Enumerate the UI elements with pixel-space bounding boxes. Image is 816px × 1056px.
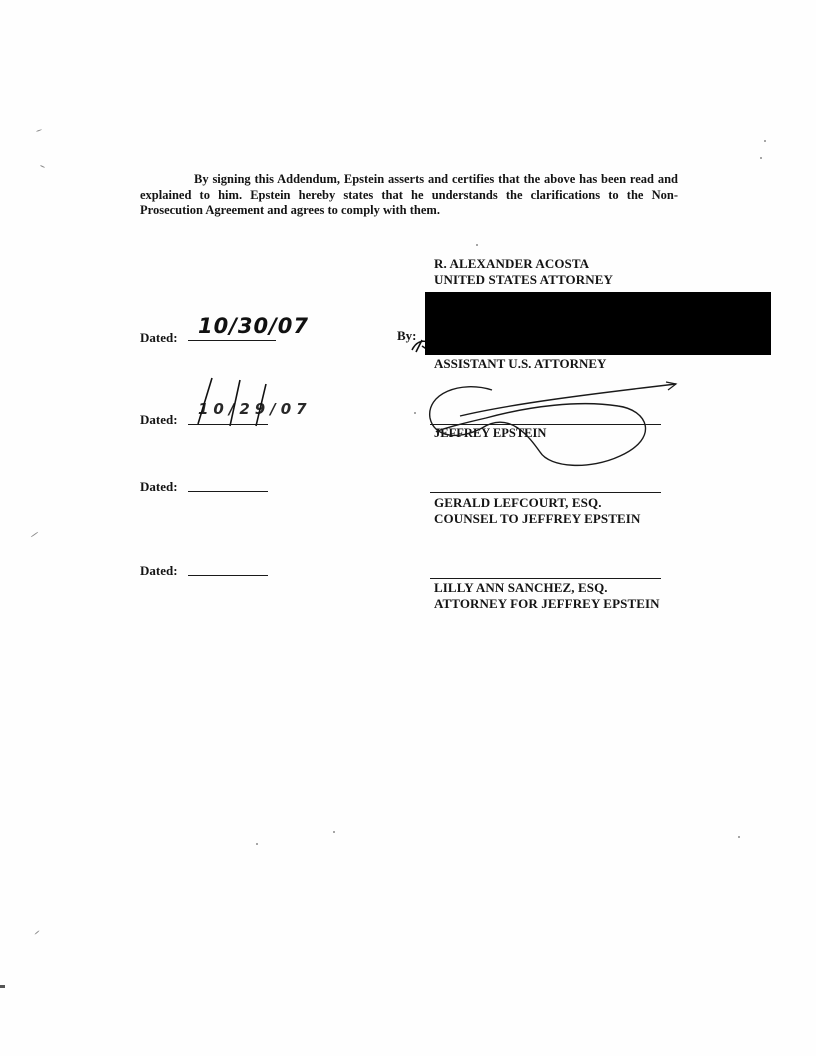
scan-speck xyxy=(760,157,762,159)
dated-label: Dated: xyxy=(140,479,178,494)
us-attorney-block xyxy=(434,256,613,288)
scan-speck xyxy=(31,532,39,538)
scan-speck xyxy=(738,836,740,838)
by-label: By: xyxy=(397,328,417,343)
redaction-block xyxy=(425,292,771,355)
dated-signature-line xyxy=(188,340,276,341)
attorney-block xyxy=(434,580,660,612)
dated-label: Dated: xyxy=(140,563,178,578)
signature-line xyxy=(430,578,661,579)
handwritten-date: 10/29/07 xyxy=(198,400,312,418)
handwritten-date: 10/30/07 xyxy=(198,314,310,338)
dated-label: Dated: xyxy=(140,330,178,345)
scan-speck xyxy=(256,843,258,845)
signer-title: ATTORNEY FOR JEFFREY EPSTEIN xyxy=(434,596,660,611)
signer-name: GERALD LEFCOURT, ESQ. xyxy=(434,495,602,510)
scan-speck xyxy=(414,412,416,414)
epstein-signature xyxy=(420,380,682,472)
signature-line xyxy=(430,492,661,493)
scan-speck xyxy=(34,930,39,935)
us-attorney-title: UNITED STATES ATTORNEY xyxy=(434,272,613,287)
us-attorney-name: R. ALEXANDER ACOSTA xyxy=(434,256,590,271)
paragraph-line: By signing this Addendum, Epstein asserts and certifies that the above has been read and xyxy=(194,172,678,186)
signer-title: COUNSEL TO JEFFREY EPSTEIN xyxy=(434,511,641,526)
ausa-title: ASSISTANT U.S. ATTORNEY xyxy=(434,356,607,371)
paragraph-line: Prosecution Agreement and agrees to comply with them. xyxy=(140,203,440,217)
signer-name: JEFFREY EPSTEIN xyxy=(434,426,547,440)
dated-signature-line xyxy=(188,491,268,492)
scan-speck xyxy=(40,165,45,168)
scan-speck xyxy=(36,129,42,132)
counsel-block xyxy=(434,495,640,527)
dated-label: Dated: xyxy=(140,412,178,427)
dated-signature-line xyxy=(188,424,268,425)
scan-speck xyxy=(333,831,335,833)
scan-speck xyxy=(0,985,5,988)
paragraph-line: explained to him. Epstein hereby states that he understands the clarifications to the Non- xyxy=(140,187,678,202)
scan-speck xyxy=(764,140,766,142)
addendum-certification-paragraph xyxy=(140,172,678,219)
dated-signature-line xyxy=(188,575,268,576)
signer-name: LILLY ANN SANCHEZ, ESQ. xyxy=(434,580,608,595)
scan-speck xyxy=(476,244,478,246)
